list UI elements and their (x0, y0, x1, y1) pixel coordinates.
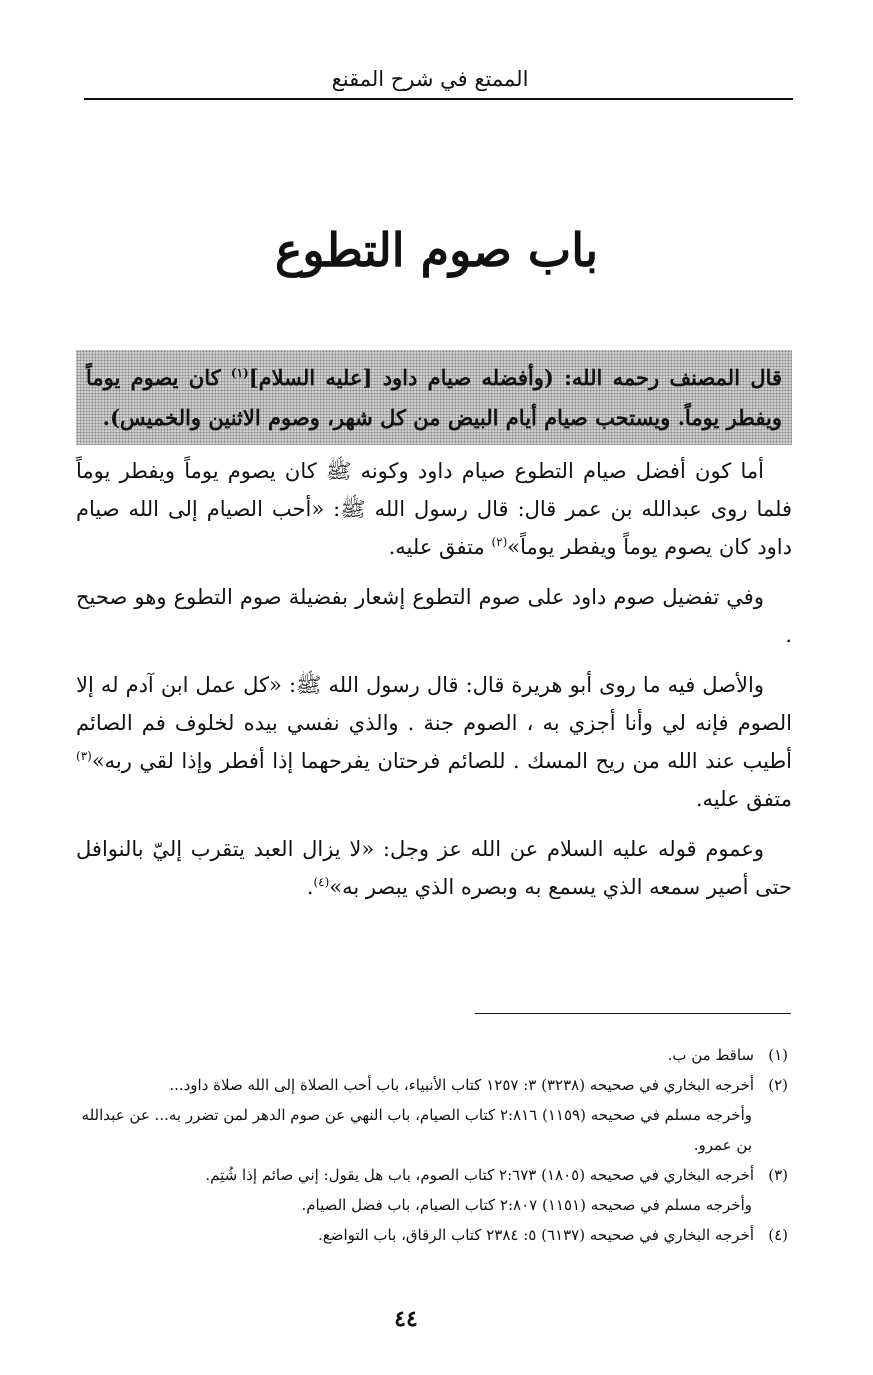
footnote-text: أخرجه البخاري في صحيحه (١٨٠٥) ٢:٦٧٣ كتاب الصوم، باب هل يقول: إني صائم إذا شُتِم. (205, 1166, 754, 1184)
commentary-body (76, 452, 792, 918)
footnote-number: (٤) (768, 1226, 788, 1244)
matn-rest: كان يصوم يوماً ويفطر يوماً. ويستحب صيام أيام البيض من كل شهر، وصوم الاثنين والخميس). (86, 365, 782, 430)
commentary-paragraph (76, 830, 792, 906)
footnote-marker: (٤) (313, 875, 330, 889)
footnotes (76, 1040, 788, 1250)
footnote-marker: (٢) (491, 535, 508, 549)
footnote-3 (76, 1160, 788, 1190)
footnote-marker: (٣) (76, 749, 92, 763)
paragraph-text: والأصل فيه ما روى أبو هريرة قال: قال رسول الله ﷺ: «كل عمل ابن آدم له إلا الصوم فإنه لي وأنا أجزي به ، الصوم جنة . والذي نفسي بيده لخلوف فم الصائم أطيب عند الله من ريح المسك . للصائم فرحتان يفرحهما إذا أفطر وإذا لقي ربه» (76, 673, 792, 773)
header-rule (84, 98, 793, 100)
footnote-text: أخرجه البخاري في صحيحه (٦١٣٧) ٥: ٢٣٨٤ كتاب الرقاق، باب التواضع. (318, 1226, 754, 1244)
commentary-paragraph (76, 578, 792, 654)
footnote-2 (76, 1070, 788, 1100)
footnote-separator (475, 1013, 791, 1014)
footnote-number: (٢) (768, 1076, 788, 1094)
footnote-marker: (١) (230, 366, 249, 380)
matn-highlighted-text (76, 350, 792, 445)
footnote-text: ساقط من ب. (667, 1046, 754, 1064)
footnote-2-continuation: وأخرجه مسلم في صحيحه (١١٥٩) ٢:٨١٦ كتاب الصيام، باب النهي عن صوم الدهر لمن تضرر به... عن عبدالله بن عمرو. (81, 1106, 752, 1154)
footnote-number: (١) (768, 1046, 788, 1064)
paragraph-text: متفق عليه. (695, 787, 792, 811)
footnote-number: (٣) (768, 1166, 788, 1184)
page-number: ٤٤ (394, 1306, 418, 1332)
paragraph-text: وعموم قوله عليه السلام عن الله عز وجل: «لا يزال العبد يتقرب إليّ بالنوافل حتى أصير سمعه الذي يسمع به وبصره الذي يبصر به» (76, 837, 792, 899)
footnote-4 (76, 1220, 788, 1250)
footnote-3-continuation: وأخرجه مسلم في صحيحه (١١٥١) ٢:٨٠٧ كتاب الصيام، باب فضل الصيام. (301, 1196, 752, 1214)
paragraph-text: أما كون أفضل صيام التطوع صيام داود وكونه ﷺ كان يصوم يوماً ويفطر يوماً فلما روى عبدالله بن عمر قال: قال رسول الله ﷺ: «أحب الصيام إلى الله صيام داود كان يصوم يوماً ويفطر يوماً» (76, 459, 792, 559)
chapter-title: باب صوم التطوع (274, 223, 599, 277)
commentary-paragraph (76, 666, 792, 818)
footnote-text: أخرجه البخاري في صحيحه (٣٢٣٨) ٣: ١٢٥٧ كتاب الأنبياء، باب أحب الصلاة إلى الله صلاة داود... (169, 1076, 754, 1094)
commentary-paragraph (76, 452, 792, 566)
paragraph-text: وفي تفضيل صوم داود على صوم التطوع إشعار بفضيلة صوم التطوع وهو صحيح . (76, 585, 792, 647)
paragraph-text: . (306, 875, 314, 899)
running-header-title: الممتع في شرح المقنع (331, 67, 529, 91)
matn-intro: قال المصنف رحمه الله: (وأفضله صيام داود [عليه السلام] (248, 365, 782, 390)
footnote-1 (76, 1040, 788, 1070)
paragraph-text: متفق عليه. (388, 535, 492, 559)
